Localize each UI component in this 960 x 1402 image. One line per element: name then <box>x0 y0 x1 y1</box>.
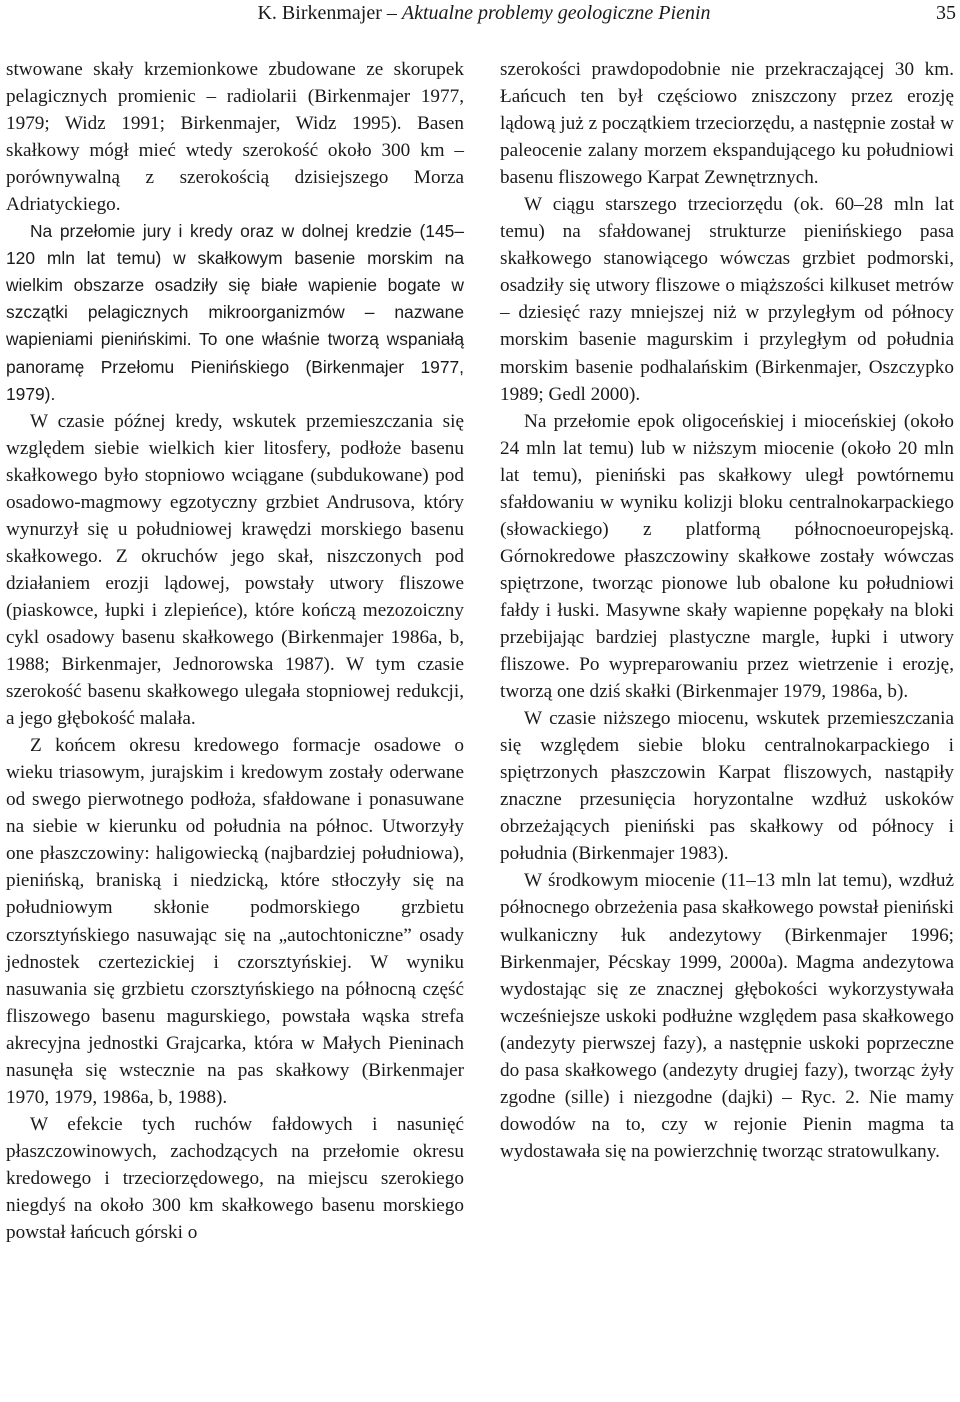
paragraph: W czasie późnej kredy, wskutek przemieszczania się względem siebie wielkich kier litosfery, podłoże basenu skałkowego było stopniowo wciągane (subdukowane) pod osadowo-magmowy egzotyczny grzbiet Andrusova, który wynurzył się u południowej krawędzi morskiego basenu skałkowego. Z okruchów jego skał, niszczonych pod działaniem erozji lądowej, powstały utwory fliszowe (piaskowce, łupki i zlepieńce), które kończą mezozoiczny cykl osadowy basenu skałkowego (Birkenmajer 1986a, b, 1988; Birkenmajer, Jednorowska 1987). W tym czasie szerokość basenu skałkowego ulegała stopniowej redukcji, a jego głębokość malała. <box>6 410 464 730</box>
paragraph: W czasie niższego miocenu, wskutek przemieszczania się względem siebie bloku centralnokarpackiego i spiętrzonych płaszczowin Karpat fliszowych, nastąpiły znaczne przesunięcia horyzontalne wzdłuż uskoków obrzeżających pieniński pas skałkowy od północy i południa (Birkenmajer 1983). <box>500 708 954 865</box>
paragraph-continued: stwowane skały krzemionkowe zbudowane ze skorupek pelagicznych promienic – radiolarii (Birkenmajer 1977, 1979; Widz 1991; Birkenmajer, Widz 1995). Basen skałkowy mógł mieć wtedy szerokość około 300 km – porównywalną z szerokością dzisiejszego Morza Adriatyckiego. <box>6 59 464 216</box>
page-header <box>6 0 960 26</box>
paragraph: Na przełomie epok oligoceńskiej i mioceńskiej (około 24 mln lat temu) lub w niższym miocenie (około 20 mln lat temu), pieniński pas skałkowy uległ powtórnemu sfałdowaniu w wyniku kolizji bloku centralnokarpackiego (słowackiego) z platformą północnoeuropejską. Górnokredowe płaszczowiny skałkowe zostały wówczas spiętrzone, tworząc pionowe lub obalone ku południowi fałdy i łuski. Masywne skały wapienne popękały na bloki przebijając bardziej plastyczne margle, łupki i utwory fliszowe. Po wypreparowaniu przez wietrzenie i erozję, tworzą one dziś skałki (Birkenmajer 1979, 1986a, b). <box>500 410 954 703</box>
paragraph: W ciągu starszego trzeciorzędu (ok. 60–28 mln lat temu) na sfałdowanej strukturze pienińskiego pasa skałkowego stanowiącego wówczas grzbiet podmorski, osadziły się utwory fliszowe o miąższości kilkuset metrów – dziesięć razy mniejszej niż w przyległym od północy morskim basenie magurskim i przyległym od południa morskim basenie podhalańskim (Birkenmajer, Oszczypko 1989; Gedl 2000). <box>500 194 954 405</box>
paragraph: W efekcie tych ruchów fałdowych i nasunięć płaszczowinowych, zachodzących na przełomie okresu kredowego i trzeciorzędowego, na miejscu szerokiego niegdyś na około 300 km skałkowego basenu morskiego powstał łańcuch górski o <box>6 1113 464 1244</box>
paragraph-continued: szerokości prawdopodobnie nie przekraczającej 30 km. Łańcuch ten był częściowo zniszczony przez erozję lądową już z początkiem trzeciorzędu, a następnie został w paleocenie zalany morzem ekspandującego ku południowi basenu fliszowego Karpat Zewnętrznych. <box>500 59 954 189</box>
header-separator: – <box>386 2 397 24</box>
header-title: Aktualne problemy geologiczne Pienin <box>401 2 711 24</box>
paragraph: Na przełomie jury i kredy oraz w dolnej kredzie (145–120 mln lat temu) w skałkowym basenie morskim na wielkim obszarze osadziły się białe wapienie bogate w szczątki pelagicznych mikroorganizmów – nazwane wapieniami pienińskimi. To one właśnie tworzą wspaniałą panoramę Przełomu Pienińskiego (Birkenmajer 1977, 1979). <box>6 221 464 404</box>
paragraph: W środkowym miocenie (11–13 mln lat temu), wzdłuż północnego obrzeżenia pasa skałkowego powstał pieniński wulkaniczny łuk andezytowy (Birkenmajer 1996; Birkenmajer, Pécskay 1999, 2000a). Magma andezytowa wydostając się ze znacznej głębokości wykorzystywała wcześniejsze uskoki podłużne względem pasa skałkowego (andezyty pierwszej fazy), a następnie uskoki poprzeczne do pasa skałkowego (andezyty drugiej fazy), tworząc żyły zgodne (sille) i niezgodne (dajki) – Ryc. 2. Nie mamy dowodów na to, czy w rejonie Pienin magma ta wydostawała się na powierzchnię tworząc stratowulkany. <box>500 870 954 1162</box>
page-number: 35 <box>936 2 956 24</box>
header-author: K. Birkenmajer <box>257 2 382 24</box>
paragraph: Z końcem okresu kredowego formacje osadowe o wieku triasowym, jurajskim i kredowym zostały oderwane od swego pierwotnego podłoża, sfałdowane i ponasuwane na siebie w kierunku od południa na północ. Utworzyły one płaszczowiny: haligowiecką (najbardziej południowa), pienińską, braniską i niedzicką, które stłoczyły się na południowym skłonie podmorskiego grzbietu czorsztyńskiego nasuwając się na „autochtoniczne” osady jednostek czertezickiej i czorsztyńskiej. W wyniku nasuwania się grzbietu czorsztyńskiego na północną część fliszowego basenu magurskiego, powstała wąska strefa akrecyjna jednostki Grajcarka, która w Małych Pieninach nasunęła się wstecznie na pas skałkowy (Birkenmajer 1970, 1979, 1986a, b, 1988). <box>6 735 464 1108</box>
right-column <box>500 56 954 1165</box>
left-column <box>6 56 464 1246</box>
running-head <box>257 0 710 26</box>
